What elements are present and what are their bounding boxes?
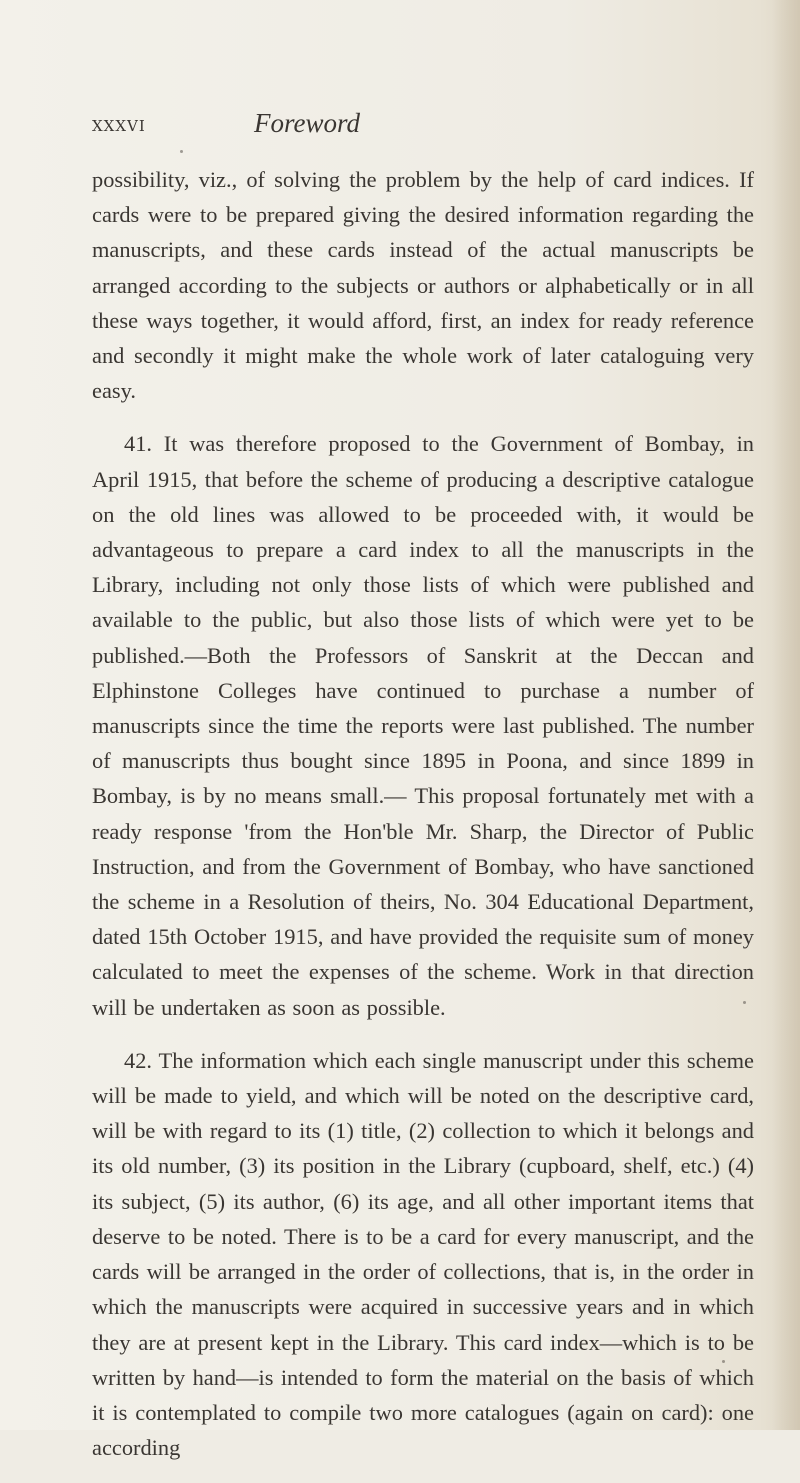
running-title: Foreword bbox=[254, 108, 360, 138]
page-header bbox=[92, 108, 732, 148]
body-text bbox=[92, 162, 754, 1483]
paragraph-42: 42. The information which each single manuscript under this scheme will be made to yield, and which will be noted on the descriptive card, will be with regard to its (1) title, (2) collection to which it belongs and its old number, (3) its position in the Library (cupboard, shelf, etc.) (4) its subject, (5) its author, (6) its age, and all other important items that deserve to be noted. There is to be a card for every manuscript, and the cards will be arranged in the order of collections, that is, in the order in which the manuscripts were acquired in successive years and in which they are at present kept in the Library. This card index—which is to be written by hand—is intended to form the material on the basis of which it is contemplated to compile two more catalogues (again on card): one according bbox=[92, 1047, 754, 1461]
paragraph-intro: possibility, viz., of solving the problem by the help of card indices. If cards were to be prepared giving the desired information regarding the manuscripts, and these cards instead of the actual manuscripts be arranged according to the subjects or authors or alphabetically or in all these ways together, it would afford, first, an index for ready reference and secondly it might make the whole work of later cataloguing very easy. bbox=[92, 167, 754, 404]
print-speck bbox=[180, 150, 183, 153]
paragraph-41: 41. It was therefore proposed to the Government of Bombay, in April 1915, that before the scheme of producing a descriptive catalogue on the old lines was allowed to be proceeded with, it would be advantageous to prepare a card index to all the manuscripts in the Library, including not only those lists of which were published and available to the public, but also those lists of which were yet to be published.—Both the Professors of Sanskrit at the Deccan and Elphinstone Colleges have continued to purchase a number of manuscripts since the time the reports were last published. The number of manuscripts thus bought since 1895 in Poona, and since 1899 in Bombay, is by no means small.— This proposal fortunately met with a ready response 'from the Hon'ble Mr. Sharp, the Director of Public Instruction, and from the Government of Bombay, who have sanctioned the scheme in a Resolution of theirs, No. 304 Educational Department, dated 15th October 1915, and have provided the requisite sum of money calculated to meet the expenses of the scheme. Work in that direction will be undertaken as soon as possible. bbox=[92, 431, 754, 1020]
print-speck bbox=[722, 1360, 725, 1363]
page-edge-shadow bbox=[772, 0, 800, 1430]
page-number: xxxvi bbox=[92, 112, 146, 137]
print-speck bbox=[743, 1001, 746, 1004]
